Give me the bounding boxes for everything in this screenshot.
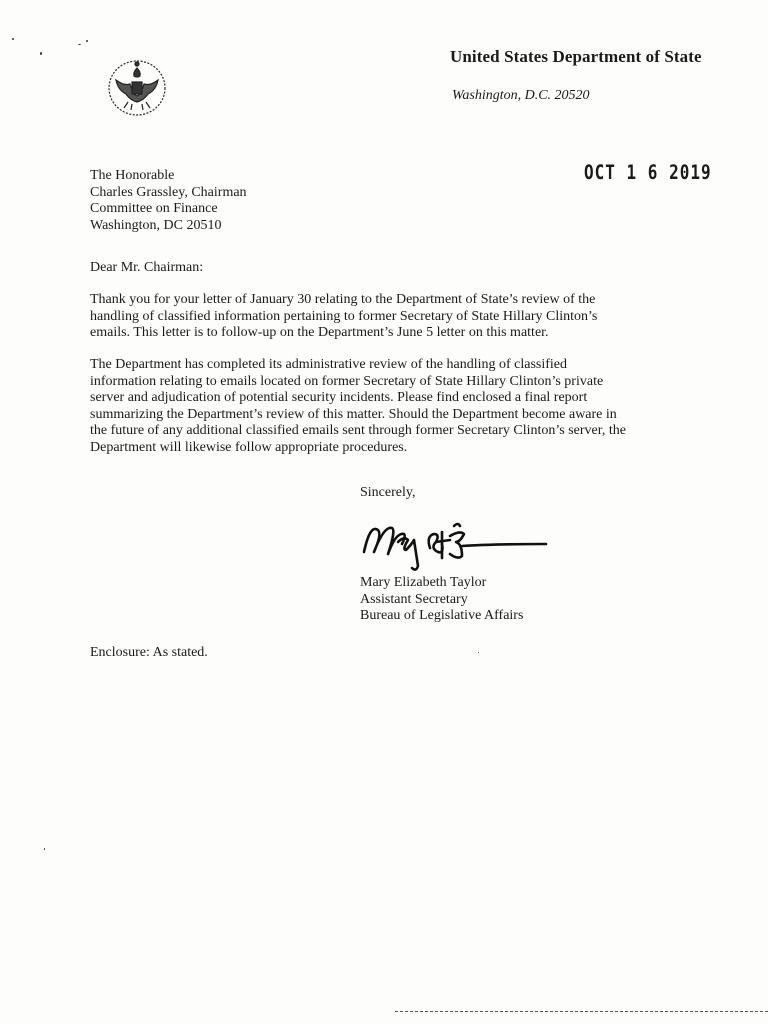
body-paragraph-2	[90, 357, 670, 456]
addressee-line: The Honorable	[90, 168, 175, 183]
addressee-line: Committee on Finance	[90, 201, 218, 216]
addressee-line: Charles Grassley, Chairman	[90, 184, 247, 200]
paragraph-line: the future of any additional classified emails sent through former Secretary Clinton’s server, the	[90, 423, 626, 438]
paragraph-line: handling of classified information pertaining to former Secretary of State Hillary Clinton’s	[90, 308, 598, 324]
salutation: Dear Mr. Chairman:	[90, 260, 204, 275]
paragraph-line: Thank you for your letter of January 30 relating to the Department of State’s review of the	[90, 292, 596, 307]
addressee-block	[90, 168, 247, 234]
department-seal-icon	[106, 58, 168, 118]
paragraph-line: emails. This letter is to follow-up on the Department’s June 5 letter on this matter.	[90, 325, 549, 340]
enclosure-note: Enclosure: As stated.	[90, 645, 208, 660]
addressee-line: Washington, DC 20510	[90, 217, 222, 233]
scan-speck	[78, 44, 81, 45]
signature-block	[360, 575, 523, 625]
scan-speck	[478, 652, 479, 653]
scan-speck	[44, 848, 45, 850]
date-stamp: OCT 1 6 2019	[584, 161, 712, 184]
letterhead-department: United States Department of State	[450, 47, 702, 66]
body-paragraph-1	[90, 292, 670, 342]
page-edge-rule	[395, 1011, 768, 1012]
scan-speck	[12, 38, 14, 40]
paragraph-line: Department will likewise follow appropriate procedures.	[90, 439, 408, 455]
paragraph-line: summarizing the Department’s review of this matter. Should the Department become aware in	[90, 406, 617, 422]
scan-speck	[86, 40, 88, 42]
signatory-title: Assistant Secretary	[360, 591, 468, 607]
scan-speck	[40, 52, 42, 55]
paragraph-line: server and adjudication of potential security incidents. Please find enclosed a final report	[90, 390, 588, 405]
signatory-bureau: Bureau of Legislative Affairs	[360, 608, 524, 623]
handwritten-signature	[358, 512, 548, 572]
closing: Sincerely,	[360, 485, 416, 500]
letterhead-city: Washington, D.C. 20520	[452, 88, 590, 103]
paragraph-line: information relating to emails located on former Secretary of State Hillary Clinton’s private	[90, 373, 604, 389]
paragraph-line: The Department has completed its administrative review of the handling of classified	[90, 357, 568, 372]
signatory-name: Mary Elizabeth Taylor	[360, 575, 487, 590]
